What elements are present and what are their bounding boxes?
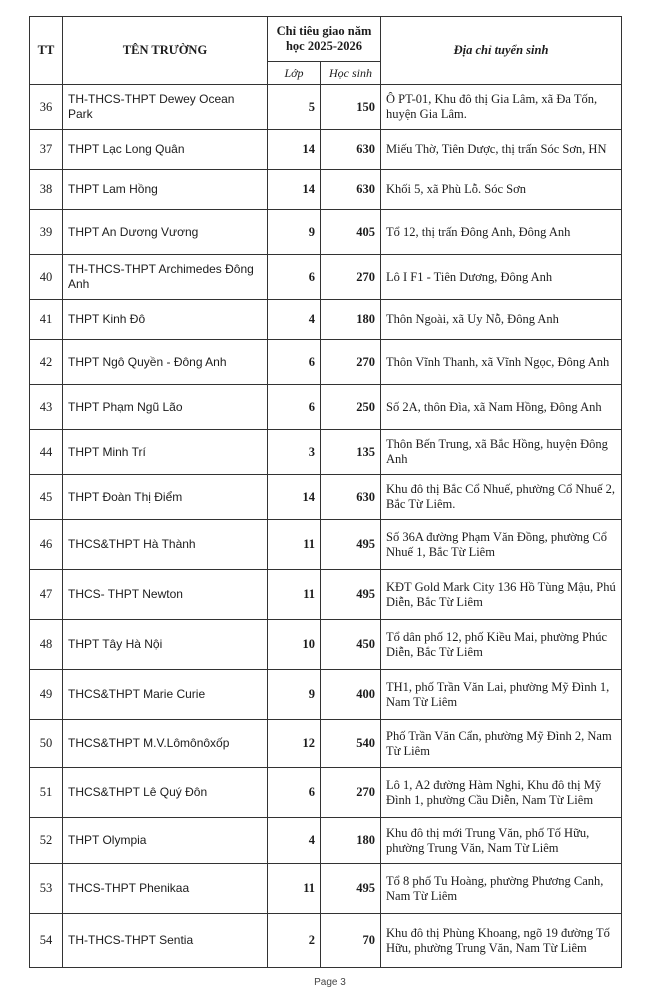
student-count: 495 bbox=[321, 864, 381, 914]
school-name: TH-THCS-THPT Dewey Ocean Park bbox=[63, 85, 268, 130]
table-row bbox=[30, 864, 622, 914]
header-quota: Chỉ tiêu giao năm học 2025-2026 bbox=[268, 17, 381, 62]
row-number: 44 bbox=[30, 430, 63, 475]
row-number: 52 bbox=[30, 818, 63, 864]
student-count: 495 bbox=[321, 570, 381, 620]
admission-address: Thôn Vĩnh Thanh, xã Vĩnh Ngọc, Đông Anh bbox=[381, 340, 622, 385]
row-number: 39 bbox=[30, 210, 63, 255]
class-count: 14 bbox=[268, 130, 321, 170]
school-name: THPT Minh Trí bbox=[63, 430, 268, 475]
admission-address: Khu đô thị Phùng Khoang, ngõ 19 đường Tố Hữu, phường Trung Văn, Nam Từ Liêm bbox=[381, 914, 622, 968]
table-row bbox=[30, 340, 622, 385]
class-count: 14 bbox=[268, 475, 321, 520]
admission-address: Miếu Thờ, Tiên Dược, thị trấn Sóc Sơn, HN bbox=[381, 130, 622, 170]
school-name: TH-THCS-THPT Sentia bbox=[63, 914, 268, 968]
school-name: THCS-THPT Phenikaa bbox=[63, 864, 268, 914]
class-count: 11 bbox=[268, 864, 321, 914]
header-school-name: TÊN TRƯỜNG bbox=[63, 17, 268, 85]
student-count: 70 bbox=[321, 914, 381, 968]
school-name: THCS&THPT Hà Thành bbox=[63, 520, 268, 570]
table-row bbox=[30, 570, 622, 620]
table-row bbox=[30, 620, 622, 670]
row-number: 37 bbox=[30, 130, 63, 170]
school-name: THPT Lạc Long Quân bbox=[63, 130, 268, 170]
table-body bbox=[30, 85, 622, 968]
student-count: 150 bbox=[321, 85, 381, 130]
table-row bbox=[30, 210, 622, 255]
student-count: 270 bbox=[321, 255, 381, 300]
row-number: 53 bbox=[30, 864, 63, 914]
student-count: 450 bbox=[321, 620, 381, 670]
class-count: 11 bbox=[268, 570, 321, 620]
student-count: 405 bbox=[321, 210, 381, 255]
student-count: 250 bbox=[321, 385, 381, 430]
admission-address: Khối 5, xã Phù Lỗ. Sóc Sơn bbox=[381, 170, 622, 210]
admission-address: Lô I F1 - Tiên Dương, Đông Anh bbox=[381, 255, 622, 300]
class-count: 6 bbox=[268, 385, 321, 430]
student-count: 400 bbox=[321, 670, 381, 720]
school-name: THPT Tây Hà Nội bbox=[63, 620, 268, 670]
row-number: 48 bbox=[30, 620, 63, 670]
student-count: 630 bbox=[321, 475, 381, 520]
school-name: THPT An Dương Vương bbox=[63, 210, 268, 255]
table-row bbox=[30, 670, 622, 720]
school-name: THPT Ngô Quyền - Đông Anh bbox=[63, 340, 268, 385]
table-row bbox=[30, 385, 622, 430]
student-count: 495 bbox=[321, 520, 381, 570]
student-count: 630 bbox=[321, 170, 381, 210]
student-count: 630 bbox=[321, 130, 381, 170]
class-count: 10 bbox=[268, 620, 321, 670]
student-count: 180 bbox=[321, 300, 381, 340]
header-tt: TT bbox=[30, 17, 63, 85]
class-count: 6 bbox=[268, 768, 321, 818]
table-row bbox=[30, 720, 622, 768]
school-name: TH-THCS-THPT Archimedes Đông Anh bbox=[63, 255, 268, 300]
header-students: Học sinh bbox=[321, 62, 381, 85]
school-name: THCS&THPT M.V.Lômônôxốp bbox=[63, 720, 268, 768]
school-name: THPT Phạm Ngũ Lão bbox=[63, 385, 268, 430]
school-name: THCS&THPT Marie Curie bbox=[63, 670, 268, 720]
school-name: THCS- THPT Newton bbox=[63, 570, 268, 620]
header-address: Địa chỉ tuyển sinh bbox=[381, 17, 622, 85]
student-count: 270 bbox=[321, 768, 381, 818]
class-count: 4 bbox=[268, 818, 321, 864]
class-count: 4 bbox=[268, 300, 321, 340]
table-row bbox=[30, 914, 622, 968]
admission-address: Tổ dân phố 12, phố Kiều Mai, phường Phúc Diễn, Bắc Từ Liêm bbox=[381, 620, 622, 670]
admission-address: Ô PT-01, Khu đô thị Gia Lâm, xã Đa Tốn, huyện Gia Lâm. bbox=[381, 85, 622, 130]
student-count: 180 bbox=[321, 818, 381, 864]
class-count: 11 bbox=[268, 520, 321, 570]
class-count: 6 bbox=[268, 255, 321, 300]
admission-address: Số 36A đường Phạm Văn Đồng, phường Cổ Nhuế 1, Bắc Từ Liêm bbox=[381, 520, 622, 570]
row-number: 40 bbox=[30, 255, 63, 300]
row-number: 47 bbox=[30, 570, 63, 620]
admission-address: Khu đô thị mới Trung Văn, phố Tố Hữu, phường Trung Văn, Nam Từ Liêm bbox=[381, 818, 622, 864]
admission-address: Số 2A, thôn Đìa, xã Nam Hồng, Đông Anh bbox=[381, 385, 622, 430]
student-count: 270 bbox=[321, 340, 381, 385]
table-row bbox=[30, 170, 622, 210]
row-number: 54 bbox=[30, 914, 63, 968]
school-quota-table bbox=[29, 16, 622, 968]
row-number: 36 bbox=[30, 85, 63, 130]
table-row bbox=[30, 475, 622, 520]
header-classes: Lớp bbox=[268, 62, 321, 85]
class-count: 2 bbox=[268, 914, 321, 968]
table-row bbox=[30, 300, 622, 340]
student-count: 135 bbox=[321, 430, 381, 475]
row-number: 43 bbox=[30, 385, 63, 430]
class-count: 12 bbox=[268, 720, 321, 768]
school-name: THPT Đoàn Thị Điểm bbox=[63, 475, 268, 520]
school-name: THPT Lam Hồng bbox=[63, 170, 268, 210]
admission-address: Khu đô thị Bắc Cổ Nhuế, phường Cổ Nhuế 2, Bắc Từ Liêm. bbox=[381, 475, 622, 520]
row-number: 46 bbox=[30, 520, 63, 570]
page-footer: Page 3 bbox=[314, 977, 346, 988]
class-count: 9 bbox=[268, 210, 321, 255]
school-name: THCS&THPT Lê Quý Đôn bbox=[63, 768, 268, 818]
row-number: 51 bbox=[30, 768, 63, 818]
school-name: THPT Kinh Đô bbox=[63, 300, 268, 340]
admission-address: Thôn Bến Trung, xã Bắc Hồng, huyện Đông Anh bbox=[381, 430, 622, 475]
row-number: 45 bbox=[30, 475, 63, 520]
row-number: 49 bbox=[30, 670, 63, 720]
table-row bbox=[30, 85, 622, 130]
table-row bbox=[30, 255, 622, 300]
admission-address: Phố Trần Văn Cẩn, phường Mỹ Đình 2, Nam Từ Liêm bbox=[381, 720, 622, 768]
admission-address: Thôn Ngoài, xã Uy Nỗ, Đông Anh bbox=[381, 300, 622, 340]
row-number: 41 bbox=[30, 300, 63, 340]
class-count: 9 bbox=[268, 670, 321, 720]
school-name: THPT Olympia bbox=[63, 818, 268, 864]
row-number: 38 bbox=[30, 170, 63, 210]
row-number: 50 bbox=[30, 720, 63, 768]
table-row bbox=[30, 818, 622, 864]
class-count: 14 bbox=[268, 170, 321, 210]
admission-address: Tổ 12, thị trấn Đông Anh, Đông Anh bbox=[381, 210, 622, 255]
class-count: 5 bbox=[268, 85, 321, 130]
admission-address: Lô 1, A2 đường Hàm Nghi, Khu đô thị Mỹ Đình 1, phường Cầu Diễn, Nam Từ Liêm bbox=[381, 768, 622, 818]
class-count: 3 bbox=[268, 430, 321, 475]
table-row bbox=[30, 520, 622, 570]
admission-address: KĐT Gold Mark City 136 Hồ Tùng Mậu, Phú Diễn, Bắc Từ Liêm bbox=[381, 570, 622, 620]
admission-address: Tổ 8 phố Tu Hoàng, phường Phương Canh, Nam Từ Liêm bbox=[381, 864, 622, 914]
row-number: 42 bbox=[30, 340, 63, 385]
table-row bbox=[30, 768, 622, 818]
student-count: 540 bbox=[321, 720, 381, 768]
table-row bbox=[30, 430, 622, 475]
class-count: 6 bbox=[268, 340, 321, 385]
admission-address: TH1, phố Trần Văn Lai, phường Mỹ Đình 1, Nam Từ Liêm bbox=[381, 670, 622, 720]
table-row bbox=[30, 130, 622, 170]
